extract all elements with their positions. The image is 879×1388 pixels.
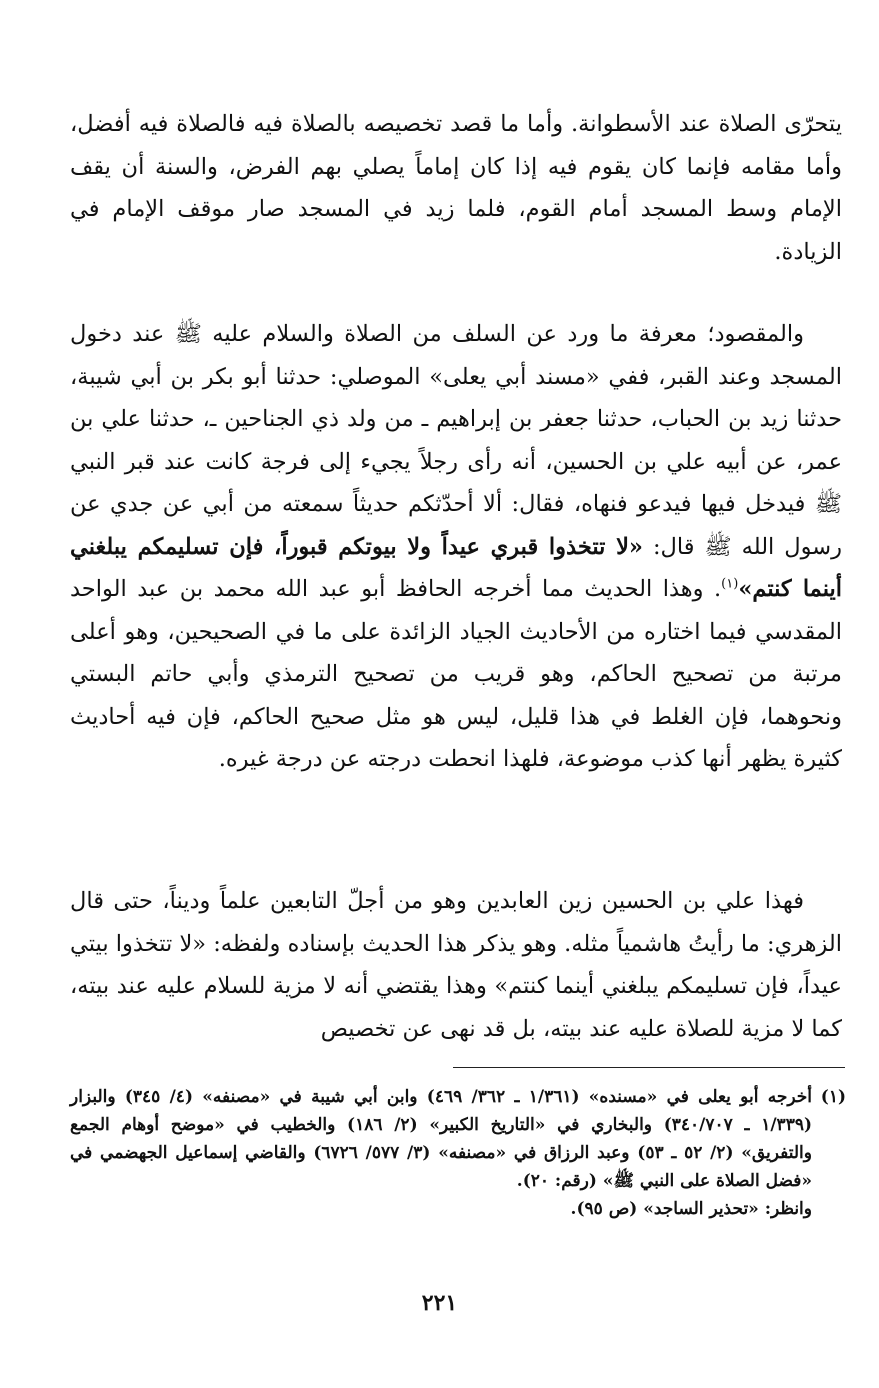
paragraph-2-text [70, 313, 842, 781]
footnote-body [70, 1083, 812, 1223]
paragraph-3-text: فهذا علي بن الحسين زين العابدين وهو من أجلّ التابعين علماً وديناً، حتى قال الزهري: ما رأيتُ هاشمياً مثله. وهو يذكر هذا الحديث بإسناده ولفظه: «لا تتخذوا بيتي عيداً، فإن تسليمكم يبلغني أينما كنتم» وهذا يقتضي أنه لا مزية للسلام عليه عند بيته، كما لا مزية للصلاة عليه عند بيته، بل قد نهى عن تخصيص [70, 888, 842, 1042]
footnote-line: وانظر: «تحذير الساجد» (ص ٩٥). [570, 1199, 812, 1219]
paragraph-2 [70, 313, 842, 781]
hadith-quote: «لا تتخذوا قبري عيداً ولا بيوتكم قبوراً، فإن تسليمكم يبلغني أينما كنتم» [70, 533, 842, 602]
paragraph-2-continuation: . وهذا الحديث مما أخرجه الحافظ أبو عبد الله محمد بن عبد الواحد المقدسي فيما اختاره من الأحاديث الجياد الزائدة على ما في الصحيحين، وهو أعلى مرتبة من تصحيح الحاكم، وهو قريب من تصحيح الترمذي وأبي حاتم البستي ونحوهما، فإن الغلط في هذا قليل، ليس هو مثل صحيح الحاكم، فإن فيه أحاديث كثيرة يظهر أنها كذب موضوعة، فلهذا انحطت درجته عن درجة غيره. [70, 576, 842, 772]
footnotes-section [70, 1083, 846, 1223]
paragraph-2-intro: والمقصود؛ معرفة ما ورد عن السلف من الصلاة والسلام عليه ﷺ عند دخول المسجد وعند القبر، ففي «مسند أبي يعلى» الموصلي: حدثنا أبو بكر بن أبي شيبة، حدثنا زيد بن الحباب، حدثنا جعفر بن إبراهيم ـ من ولد ذي الجناحين ـ، حدثنا علي بن عمر، عن أبيه علي بن الحسين، أنه رأى رجلاً يجيء إلى فرجة كانت عند قبر النبي ﷺ فيدخل فيها فيدعو فنهاه، فقال: ألا أحدّثكم حديثاً سمعته من أبي عن جدي عن رسول الله ﷺ قال: [70, 321, 842, 560]
footnote-divider [453, 1067, 845, 1068]
paragraph-1-text: يتحرّى الصلاة عند الأسطوانة. وأما ما قصد تخصيصه بالصلاة فيه فالصلاة فيه أفضل، وأما مقامه فإنما كان يقوم فيه إذا كان إماماً يصلي بهم الفرض، والسنة أن يقف الإمام وسط المسجد أمام القوم، فلما زيد في المسجد صار موقف الإمام في الزيادة. [70, 111, 842, 265]
footnote-number: (١) [820, 1087, 846, 1107]
footnote-line: أخرجه أبو يعلى في «مسنده» (١/٣٦١ ـ ٣٦٢/ ٤٦٩) وابن أبي شيبة في «مصنفه» (٤/ ٣٤٥) والبزار (١/٣٣٩ ـ ٣٤٠/٧٠٧) والبخاري في «التاريخ الكبير» (٢/ ١٨٦) والخطيب في «موضح أوهام الجمع والتفريق» (٢/ ٥٢ ـ ٥٣) وعبد الرزاق في «مصنفه» (٣/ ٥٧٧/ ٦٧٢٦) والقاضي إسماعيل الجهضمي في «فضل الصلاة على النبي ﷺ» (رقم: ٢٠). [70, 1087, 812, 1191]
paragraph-1 [70, 103, 842, 273]
footnote-reference[interactable]: (١) [721, 576, 739, 592]
paragraph-3 [70, 880, 842, 1050]
page-number: ٢٢١ [421, 1290, 458, 1316]
